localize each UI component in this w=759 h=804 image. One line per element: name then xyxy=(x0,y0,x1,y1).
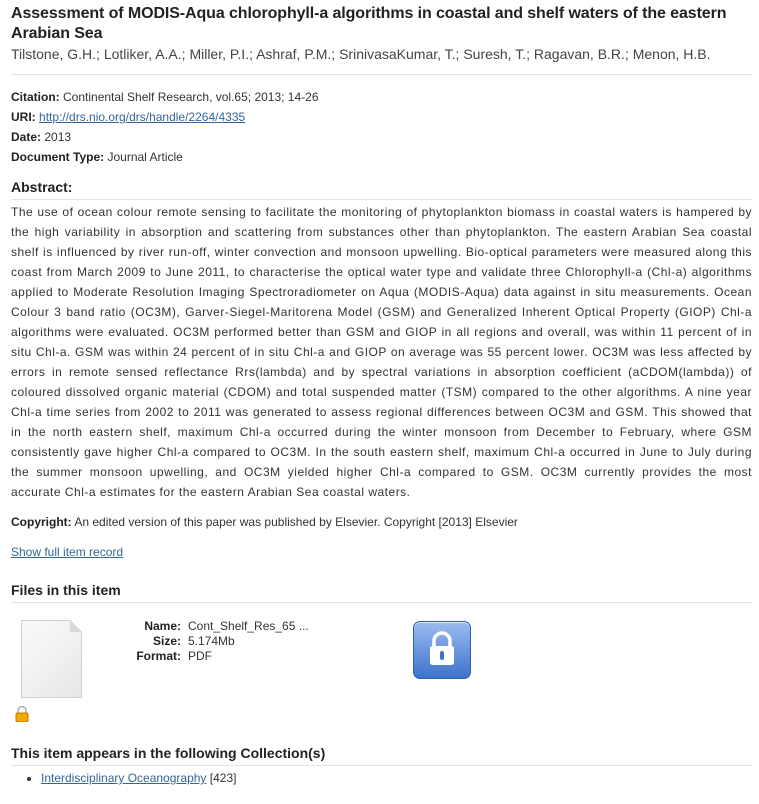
copyright-field xyxy=(11,512,752,532)
list-item xyxy=(41,768,752,788)
item-title: Assessment of MODIS-Aqua chlorophyll-a algorithms in coastal and shelf waters of the eastern Arabian Sea xyxy=(11,5,727,42)
file-thumbnail[interactable] xyxy=(21,620,82,698)
uri-field xyxy=(11,107,752,127)
citation-field xyxy=(11,87,752,107)
file-name-value[interactable]: Cont_Shelf_Res_65 ... xyxy=(188,619,309,633)
date-value: 2013 xyxy=(44,130,72,144)
divider xyxy=(11,765,752,766)
doctype-field xyxy=(11,147,752,167)
abstract-heading: Abstract: xyxy=(11,179,73,195)
file-format-label: Format: xyxy=(136,649,181,663)
file-name-label: Name: xyxy=(144,619,181,633)
files-heading: Files in this item xyxy=(11,582,121,598)
collections-list xyxy=(11,768,752,788)
copyright-label: Copyright: xyxy=(11,515,72,529)
file-format-value: PDF xyxy=(188,649,212,663)
uri-label: URI: xyxy=(11,110,36,124)
date-label: Date: xyxy=(11,130,42,144)
file-metadata xyxy=(123,619,309,664)
collections-heading: This item appears in the following Collection(s) xyxy=(11,745,326,761)
doctype-value: Journal Article xyxy=(107,150,183,164)
divider xyxy=(11,74,752,75)
show-full-record-link[interactable]: Show full item record xyxy=(11,545,124,559)
abstract-text: The use of ocean colour remote sensing to facilitate the monitoring of phytoplankton biomass in coastal waters is hampered by the high variability in absorption and scattering from substances other than phytoplankton. The eastern Arabian Sea coastal shelf is influenced by river run-off, winter convection and monsoon upwelling. Bio-optical parameters were measured along this coast from March 2009 to June 2011, to characterise the optical water type and validate three Chlorophyll-a (Chl-a) algorithms applied to Moderate Resolution Imaging Spectroradiometer on Aqua (MODIS-Aqua) data against in situ measurements. Ocean Colour 3 band ratio (OC3M), Garver-Siegel-Maritorena Model (GSM) and Generalized Inherent Optical Property (GIOP) Chl-a algorithms were evaluated. OC3M performed better than GSM and GIOP in all regions and overall, was within 11 percent of in situ Chl-a. GSM was within 24 percent of in situ Chl-a and GIOP on average was 55 percent lower. OC3M was less affected by errors in remote sensed reflectance Rrs(lambda) and by spectral variations in absorption coefficient (aCDOM(lambda)) of coloured dissolved organic material (CDOM) and total suspended matter (TSM) compared to the other algorithms. A nine year Chl-a time series from 2002 to 2011 was generated to assess regional differences between OC3M and GSM. This showed that in the north eastern shelf, maximum Chl-a occurred during the winter monsoon from December to February, where GSM consistently gave higher Chl-a compared to OC3M. In the south eastern shelf, maximum Chl-a occurred in June to July during the summer monsoon upwelling, and OC3M yielded higher Chl-a compared to GSM. OC3M currently provides the most accurate Chl-a estimates for the eastern Arabian Sea coastal waters. xyxy=(11,205,752,499)
collection-count: [423] xyxy=(209,771,237,785)
collection-link[interactable]: Interdisciplinary Oceanography xyxy=(41,771,207,785)
uri-link[interactable]: http://drs.nio.org/drs/handle/2264/4335 xyxy=(39,110,246,124)
doctype-label: Document Type: xyxy=(11,150,105,164)
lock-icon xyxy=(15,706,29,725)
file-size-value: 5.174Mb xyxy=(188,634,235,648)
date-field xyxy=(11,127,752,147)
file-entry xyxy=(11,603,752,743)
file-size-label: Size: xyxy=(152,634,181,648)
copyright-value: An edited version of this paper was published by Elsevier. Copyright [2013] Elsevier xyxy=(74,515,518,529)
item-authors: Tilstone, G.H.; Lotliker, A.A.; Miller, P.I.; Ashraf, P.M.; SrinivasaKumar, T.; Suresh, T.; Ragavan, B.R.; Menon, H.B. xyxy=(11,46,711,62)
citation-label: Citation: xyxy=(11,90,60,104)
divider xyxy=(11,199,752,200)
item-page xyxy=(11,4,752,788)
restricted-access-lock-icon[interactable] xyxy=(413,621,471,679)
citation-value: Continental Shelf Research, vol.65; 2013; 14-26 xyxy=(63,90,319,104)
